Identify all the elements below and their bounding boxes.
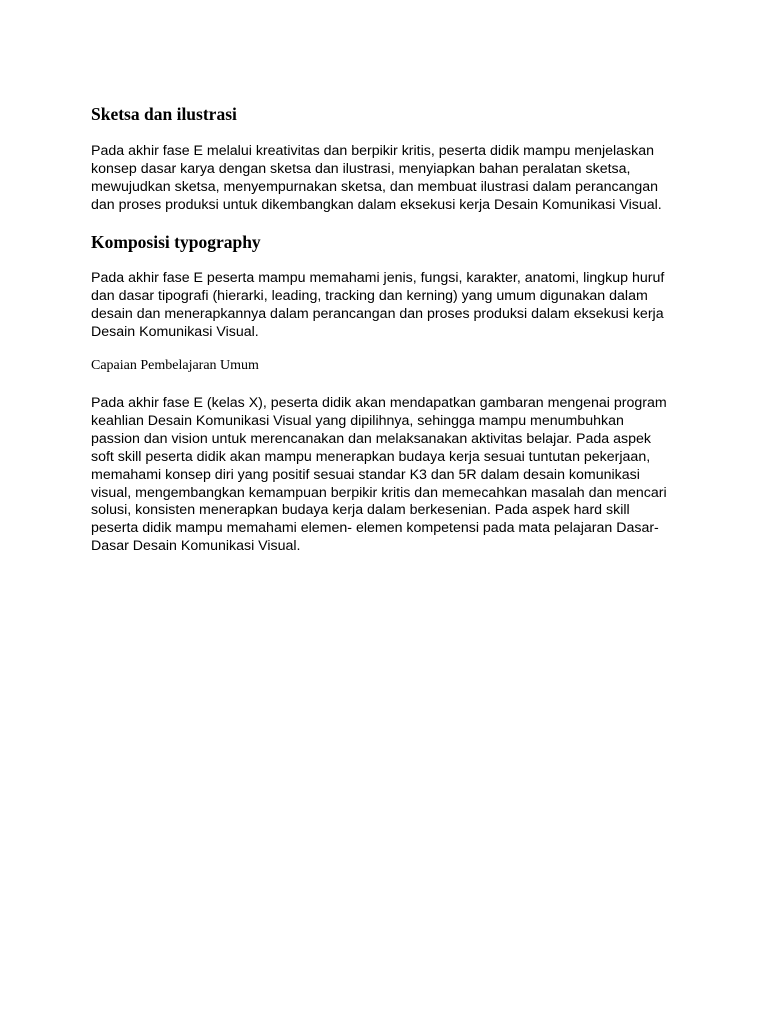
paragraph-line: peserta didik mampu memahami elemen- elemen kompetensi pada mata pelajaran Dasar- xyxy=(91,520,659,537)
paragraph-line: solusi, konsisten menerapkan budaya kerja dalam berkesenian. Pada aspek hard skill xyxy=(91,502,630,519)
paragraph-line: Pada akhir fase E melalui kreativitas dan berpikir kritis, peserta didik mampu menjelaskan xyxy=(91,143,655,159)
section-heading-komposisi: Komposisi typography xyxy=(91,232,261,252)
paragraph-line: Pada akhir fase E (kelas X), peserta didik akan mendapatkan gambaran mengenai program xyxy=(91,395,667,411)
section-paragraph-capaian xyxy=(91,395,667,556)
section-paragraph-komposisi xyxy=(91,270,664,342)
paragraph-line: Desain Komunikasi Visual. xyxy=(91,323,259,340)
section-heading-sketsa: Sketsa dan ilustrasi xyxy=(91,104,237,124)
section-paragraph-sketsa xyxy=(91,143,662,215)
paragraph-line: keahlian Desain Komunikasi Visual yang dipilihnya, sehingga mampu menumbuhkan xyxy=(91,412,624,429)
paragraph-line: memahami konsep diri yang positif sesuai standar K3 dan 5R dalam desain komunikasi xyxy=(91,466,640,483)
paragraph-line: mewujudkan sketsa, menyempurnakan sketsa, dan membuat ilustrasi dalam perancangan xyxy=(91,178,659,195)
paragraph-line: passion dan vision untuk merencanakan dan melaksanakan aktivitas belajar. Pada aspek xyxy=(91,430,651,447)
section-heading-capaian: Capaian Pembelajaran Umum xyxy=(91,358,259,373)
paragraph-line: visual, mengembangkan kemampuan berpikir kritis dan memecahkan masalah dan mencari xyxy=(91,484,667,501)
paragraph-line: desain dan menerapkannya dalam perancangan dan proses produksi dalam eksekusi kerja xyxy=(91,305,664,322)
paragraph-line: Pada akhir fase E peserta mampu memahami jenis, fungsi, karakter, anatomi, lingkup huruf xyxy=(91,270,665,286)
paragraph-line: soft skill peserta didik akan mampu menerapkan budaya kerja sesuai tuntutan pekerjaan, xyxy=(91,448,651,465)
paragraph-line: dan dasar tipografi (hierarki, leading, tracking dan kerning) yang umum digunakan dalam xyxy=(91,287,648,304)
paragraph-line: dan proses produksi untuk dikembangkan dalam eksekusi kerja Desain Komunikasi Visual. xyxy=(91,196,662,213)
paragraph-line: Dasar Desain Komunikasi Visual. xyxy=(91,538,301,555)
paragraph-line: konsep dasar karya dengan sketsa dan ilustrasi, menyiapkan bahan peralatan sketsa, xyxy=(91,160,631,177)
